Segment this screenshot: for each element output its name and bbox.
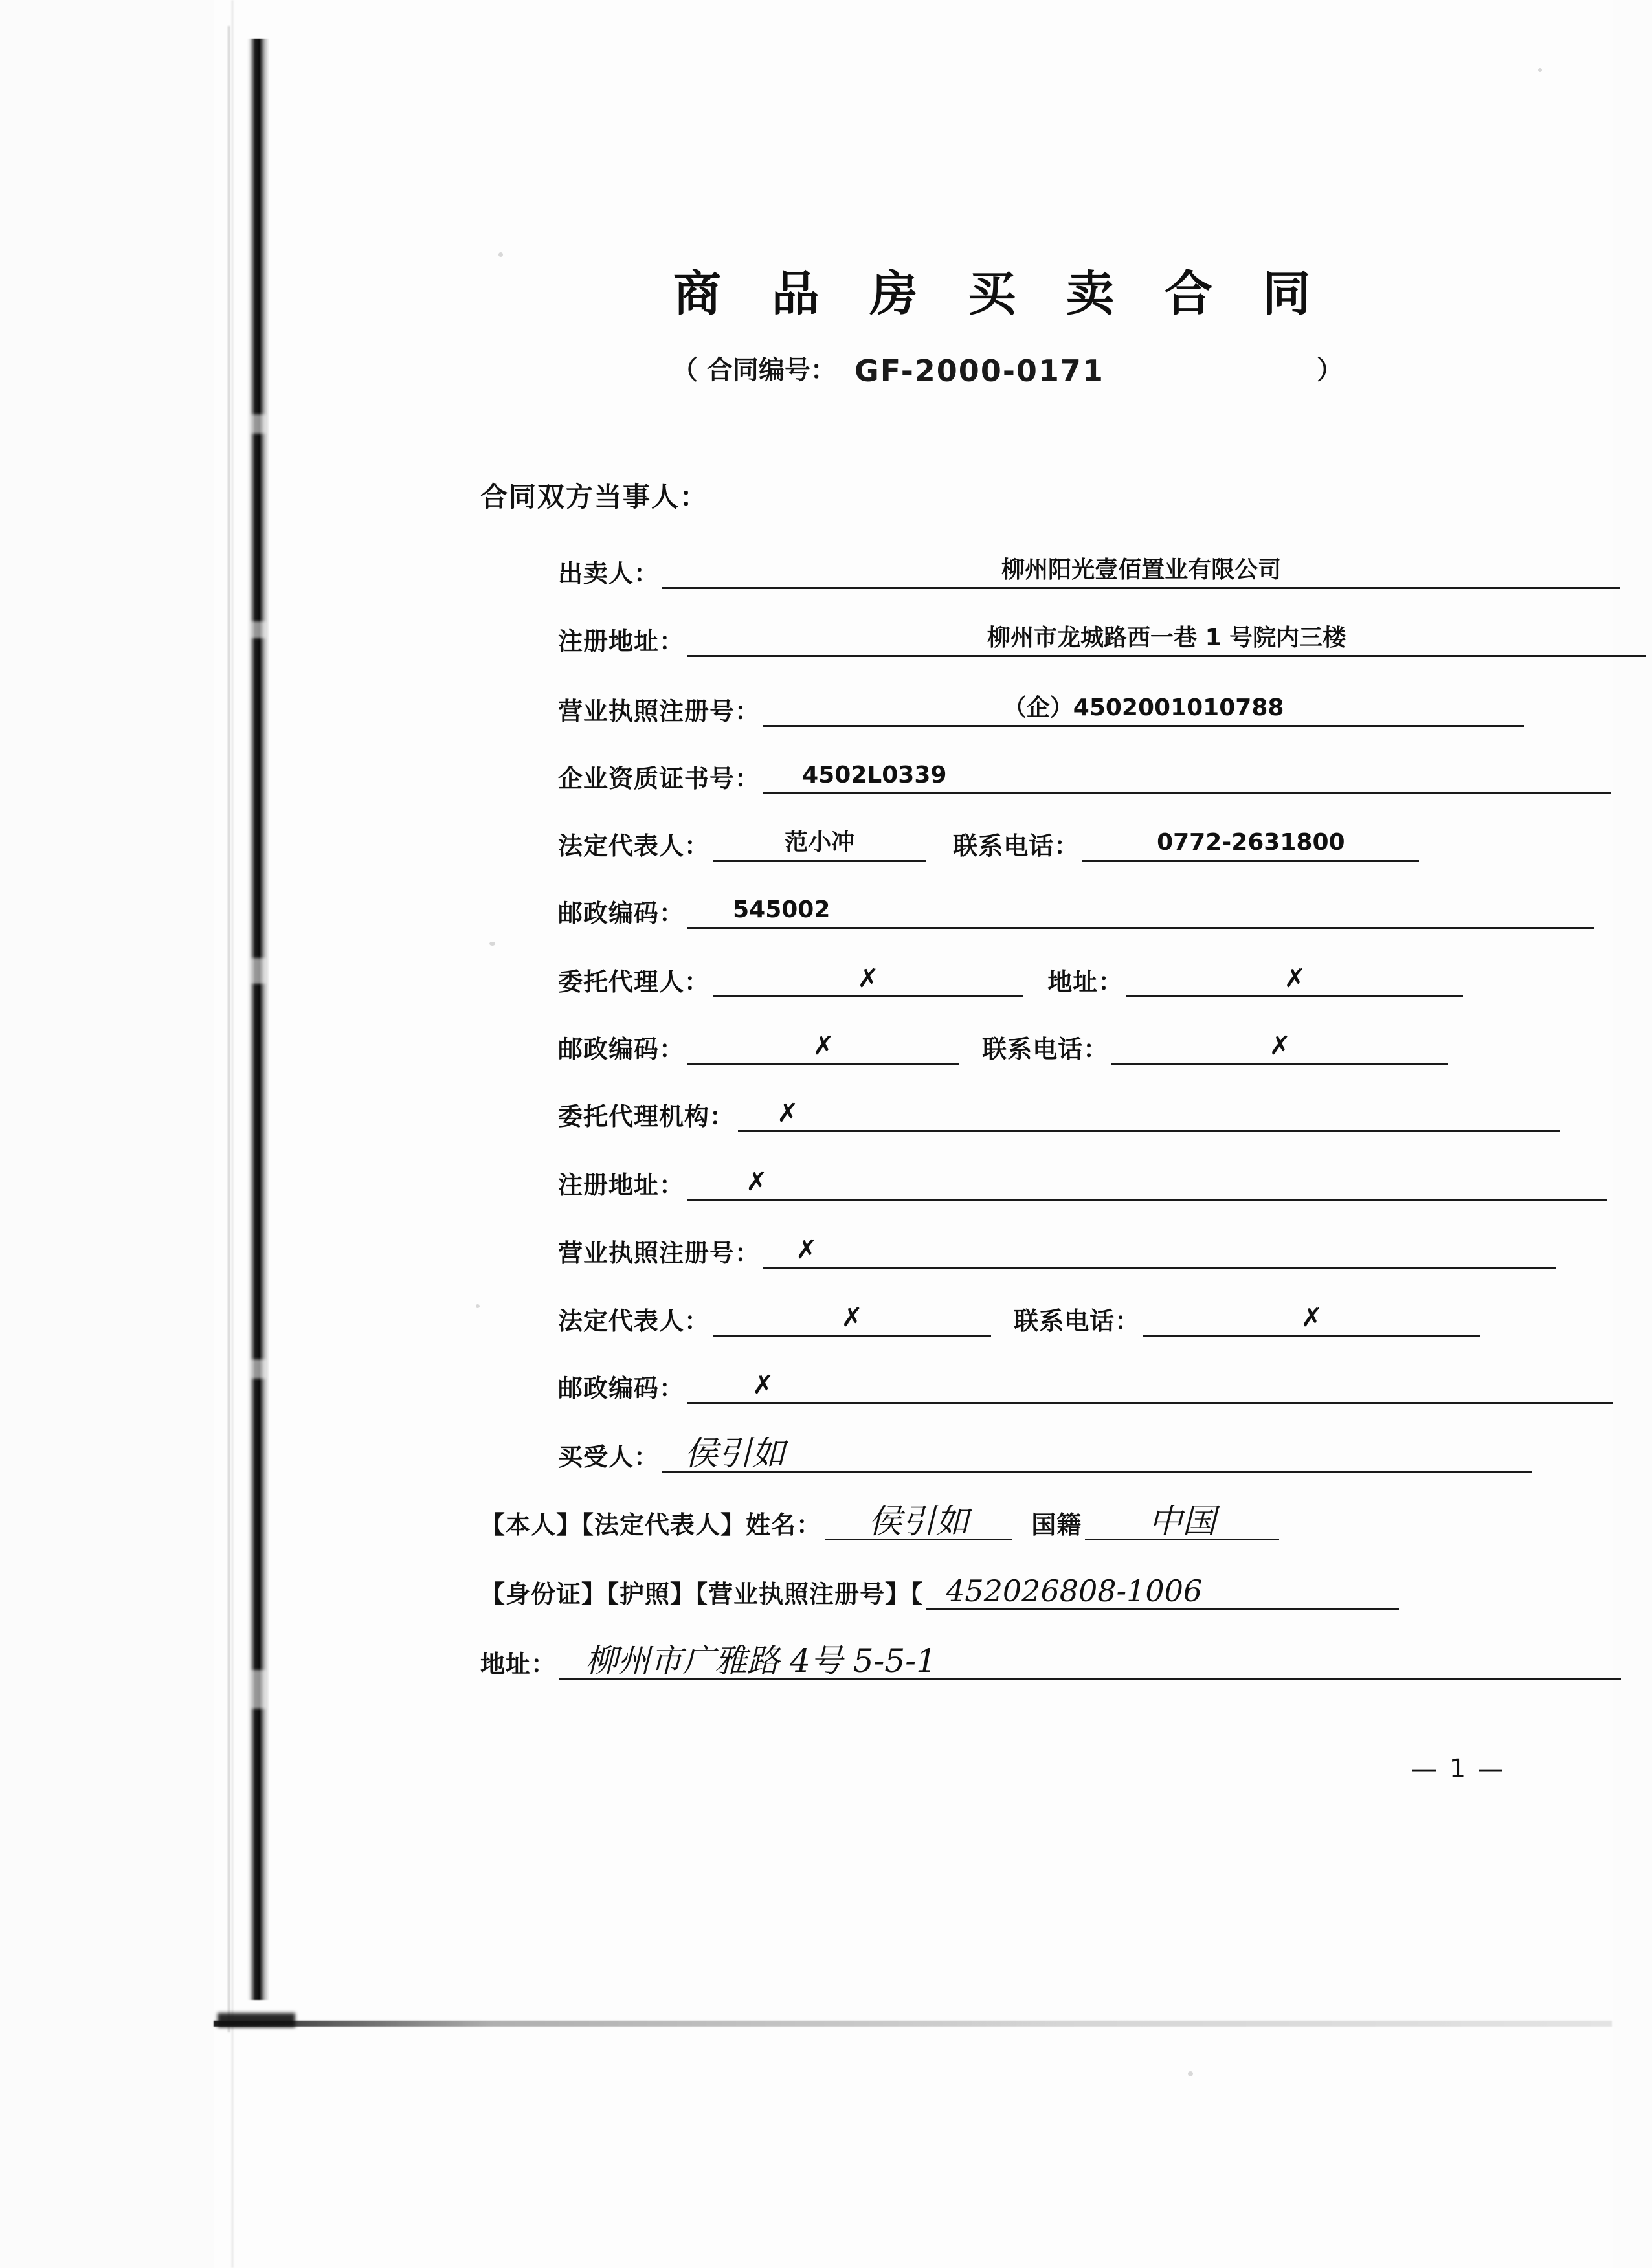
buyer-name-value: 侯引如 (825, 1505, 1012, 1540)
agent-person-postcode-value: ✗ (687, 1029, 959, 1065)
agent-person-label: 委托代理人： (558, 968, 710, 996)
contract-number-close-paren: ） (1316, 355, 1343, 385)
agent-person-phone-label: 联系电话： (982, 1035, 1109, 1063)
agent-person-postcode-label: 邮政编码： (558, 1035, 685, 1063)
buyer-id-value: 452026808-1006 (926, 1574, 1399, 1610)
buyer-label: 买受人： (558, 1443, 660, 1471)
agent-person-phone-value: ✗ (1111, 1029, 1448, 1065)
seller-reg-address-value: 柳州市龙城路西一巷 1 号院内三楼 (687, 621, 1646, 657)
buyer-nationality-label: 国籍 (1031, 1511, 1082, 1539)
seller-postcode-value: 545002 (687, 893, 1594, 929)
buyer-person-type-label: 【本人】【法定代表人】姓名： (480, 1511, 822, 1539)
agent-org-license-label: 营业执照注册号： (558, 1239, 761, 1267)
contract-number-label: （ 合同编号： (672, 355, 836, 385)
buyer-address-label: 地址： (480, 1650, 557, 1678)
seller-name-value: 柳州阳光壹佰置业有限公司 (662, 553, 1620, 589)
page-title: 商 品 房 买 卖 合 同 (673, 266, 1328, 322)
agent-org-postcode-value: ✗ (687, 1368, 1613, 1404)
agent-org-value: ✗ (738, 1096, 1560, 1132)
buyer-id-type-label: 【身份证】【护照】【营业执照注册号】【 (480, 1580, 924, 1608)
agent-org-legal-rep-label: 法定代表人： (558, 1307, 710, 1335)
seller-name-label: 出卖人： (558, 559, 660, 588)
agent-person-address-value: ✗ (1126, 962, 1463, 997)
contract-number-row (672, 350, 1343, 386)
seller-license-label: 营业执照注册号： (558, 697, 761, 726)
seller-legal-rep-label: 法定代表人： (558, 832, 710, 860)
page-number: — 1 — (1411, 1754, 1506, 1784)
buyer-address-value: 柳州市广雅路 4号 5-5-1 (559, 1644, 1621, 1680)
seller-phone-label: 联系电话： (953, 832, 1080, 860)
agent-person-address-label: 地址： (1047, 968, 1124, 996)
seller-license-value: （企）4502001010788 (763, 691, 1524, 727)
seller-postcode-label: 邮政编码： (558, 899, 685, 928)
seller-qualification-value: 4502L0339 (763, 759, 1611, 794)
seller-legal-rep-value: 范小冲 (713, 826, 926, 862)
agent-person-value: ✗ (713, 962, 1023, 997)
section-heading-parties: 合同双方当事人： (480, 481, 709, 513)
agent-org-phone-label: 联系电话： (1014, 1307, 1141, 1335)
agent-org-reg-address-value: ✗ (687, 1165, 1607, 1201)
seller-phone-value: 0772-2631800 (1082, 826, 1419, 862)
agent-org-license-value: ✗ (763, 1233, 1556, 1269)
agent-org-postcode-label: 邮政编码： (558, 1374, 685, 1403)
agent-org-legal-rep-value: ✗ (713, 1301, 991, 1337)
agent-org-phone-value: ✗ (1143, 1301, 1480, 1337)
agent-org-label: 委托代理机构： (558, 1102, 735, 1131)
buyer-name-handwritten: 侯引如 (662, 1437, 1532, 1473)
agent-org-reg-address-label: 注册地址： (558, 1171, 685, 1199)
seller-qualification-label: 企业资质证书号： (558, 764, 761, 793)
buyer-nationality-value: 中国 (1085, 1505, 1279, 1540)
seller-reg-address-label: 注册地址： (558, 627, 685, 656)
contract-number-value: GF-2000-0171 (854, 353, 1104, 388)
